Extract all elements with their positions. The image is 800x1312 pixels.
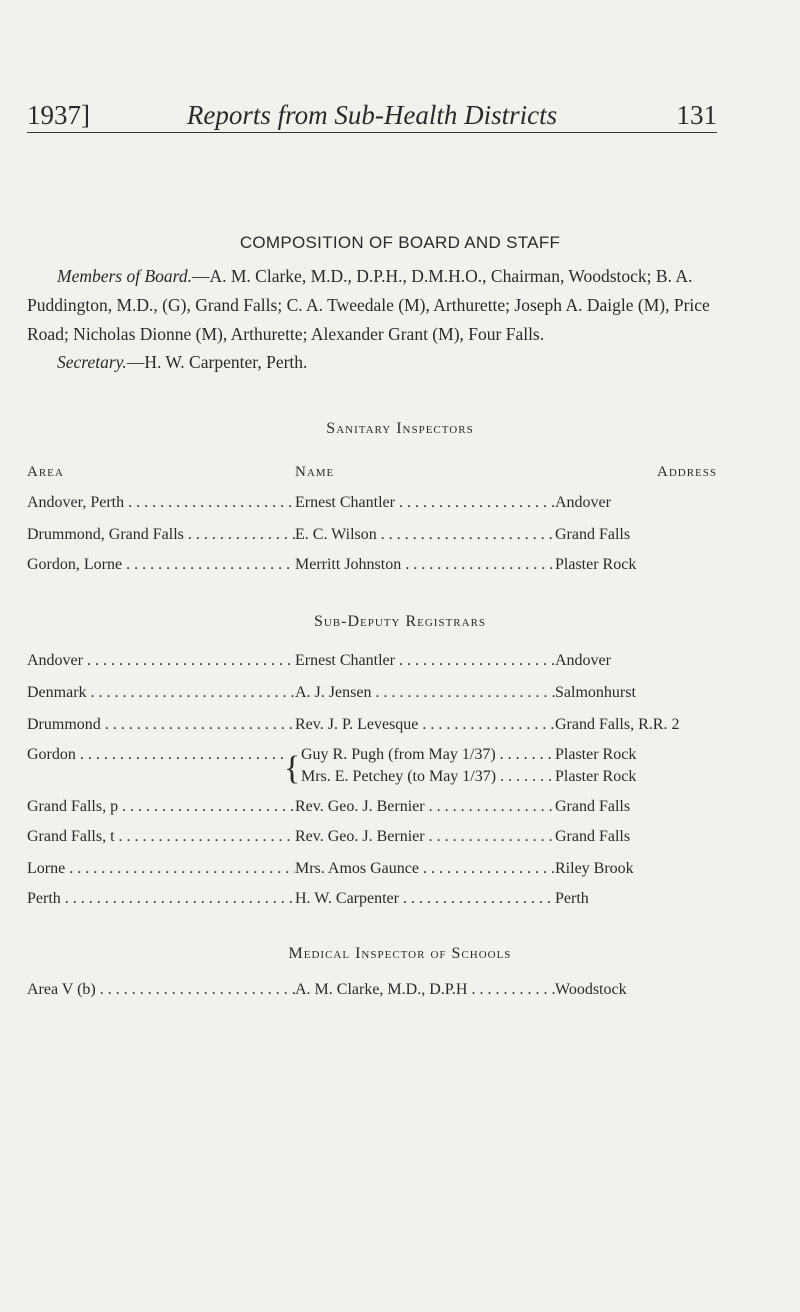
members-paragraph [27, 262, 715, 349]
table-row [27, 746, 717, 796]
table-row [27, 556, 717, 584]
address-cell: Andover [555, 652, 611, 669]
sanitary-heading: Sanitary Inspectors [326, 420, 474, 437]
area-cell: Grand Falls, t . . . [27, 828, 295, 846]
address-cell: Plaster Rock [555, 746, 637, 763]
area-cell: Andover, Perth . . . [27, 494, 295, 512]
column-area: Area [27, 464, 64, 480]
area-cell: Lorne . . . [27, 860, 295, 878]
address-cell: Plaster Rock [555, 556, 637, 573]
table-row [27, 828, 717, 856]
table-row [27, 526, 717, 554]
area-cell: Denmark . . . [27, 684, 295, 702]
page-number: 131 [676, 100, 717, 130]
header-title: Reports from Sub-Health Districts [186, 100, 558, 130]
section-title: COMPOSITION OF BOARD AND STAFF [239, 233, 561, 252]
members-lead: Members of Board. [57, 266, 192, 286]
name-cell: A. M. Clarke, M.D., D.P.H . . . [295, 981, 555, 999]
address-cell: Perth [555, 890, 589, 907]
name-cell: Rev. J. P. Levesque . . . [295, 716, 555, 734]
name-cell: Rev. Geo. J. Bernier . . . [295, 798, 555, 816]
address-cell: Woodstock [555, 981, 627, 998]
header-year: 1937] [27, 100, 90, 130]
table-row [27, 494, 717, 522]
secretary-lead: Secretary. [57, 352, 127, 372]
column-address: Address [656, 464, 717, 480]
area-cell: Gordon . . . [27, 746, 283, 764]
area-cell: Area V (b) . . . [27, 981, 295, 999]
members-text: —A. M. Clarke, M.D., D.P.H., D.M.H.O., Chairman, Woodstock; B. A. Puddington, M.D., (G), Grand Falls; C. A. Tweedale (M), Arthurette; Joseph A. Daigle (M), Price Road; Nicholas Dionne (M), Arthurette; Alexander Grant (M), Four Falls. [27, 266, 710, 344]
name-cell: Rev. Geo. J. Bernier . . . [295, 828, 555, 846]
name-cell-2: Mrs. E. Petchey (to May 1/37) . . . [301, 768, 555, 786]
table-row [27, 798, 717, 826]
area-cell: Gordon, Lorne . . . [27, 556, 295, 574]
address-cell: Riley Brook [555, 860, 634, 877]
address-cell: Grand Falls [555, 828, 631, 845]
table-row [27, 716, 717, 744]
area-cell: Perth . . . [27, 890, 295, 908]
area-cell: Andover . . . [27, 652, 295, 670]
address-cell: Grand Falls, R.R. 2 [555, 716, 680, 733]
address-cell-2: Plaster Rock [555, 768, 637, 785]
medical-heading: Medical Inspector of Schools [288, 945, 512, 962]
address-cell: Andover [555, 494, 611, 511]
address-cell: Grand Falls [555, 526, 631, 543]
name-cell: Merritt Johnston . . . [295, 556, 555, 574]
address-cell: Grand Falls [555, 798, 631, 815]
name-cell: Ernest Chantler . . . [295, 494, 555, 512]
brace-mark: { [284, 750, 301, 787]
name-cell: E. C. Wilson . . . [295, 526, 555, 544]
name-cell: Mrs. Amos Gaunce . . . [295, 860, 555, 878]
table-row [27, 652, 717, 680]
registrars-heading: Sub-Deputy Registrars [313, 613, 487, 630]
secretary-paragraph [27, 348, 715, 377]
name-cell: H. W. Carpenter . . . [295, 890, 555, 908]
secretary-text: —H. W. Carpenter, Perth. [126, 352, 308, 372]
area-cell: Drummond . . . [27, 716, 295, 734]
name-cell: Ernest Chantler . . . [295, 652, 555, 670]
table-row [27, 981, 717, 1009]
table-row [27, 684, 717, 712]
column-name: Name [295, 464, 335, 480]
page-header [27, 100, 717, 133]
area-cell: Drummond, Grand Falls . . . [27, 526, 295, 544]
area-cell: Grand Falls, p . . . [27, 798, 295, 816]
table-row [27, 860, 717, 888]
address-cell: Salmonhurst [555, 684, 636, 701]
name-cell: A. J. Jensen . . . [295, 684, 555, 702]
table-row [27, 890, 717, 918]
name-cell: Guy R. Pugh (from May 1/37) . . . [301, 746, 555, 764]
